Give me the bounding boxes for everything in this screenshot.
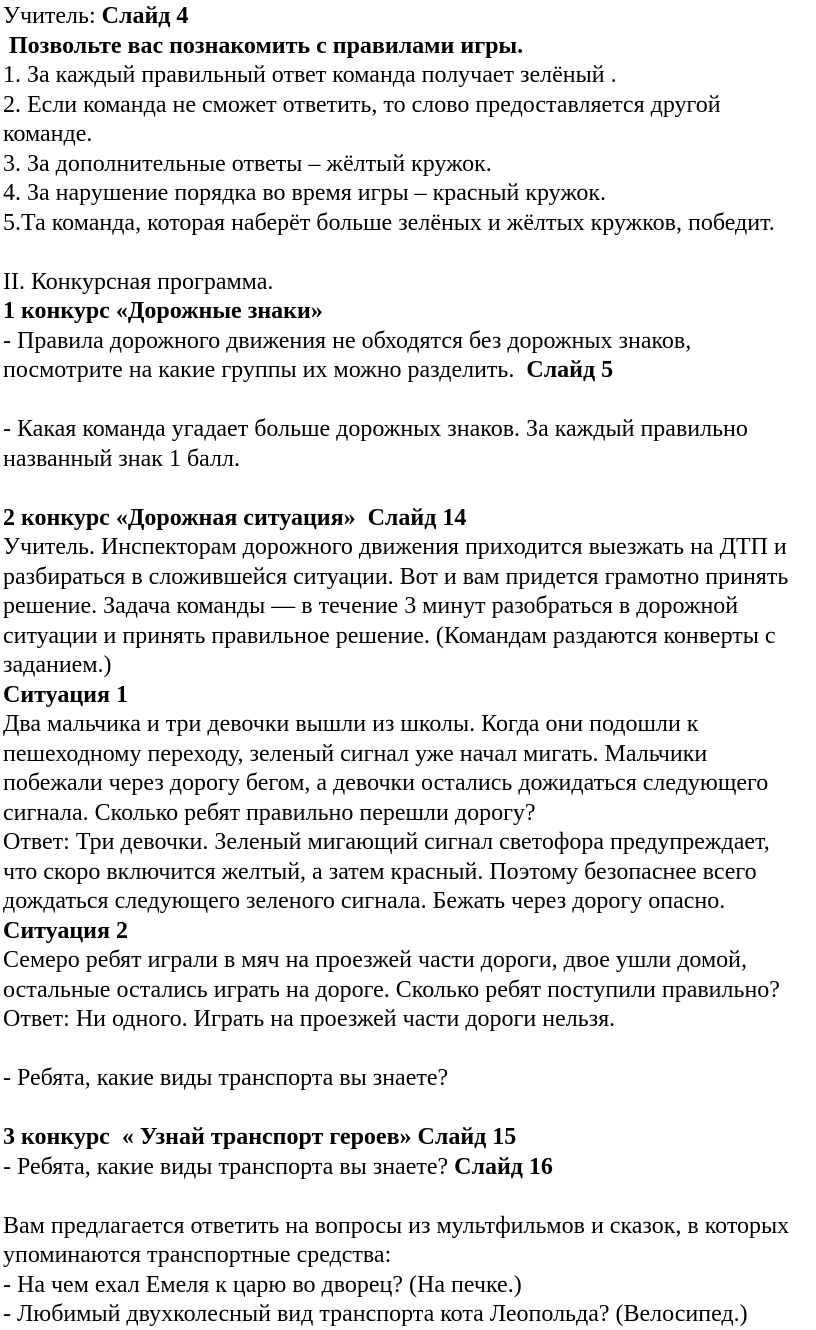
contest-1-text: посмотрите на какие группы их можно разделить. Слайд 5 bbox=[3, 357, 614, 383]
slide-4-label: Слайд 4 bbox=[101, 3, 189, 29]
rules-heading: Позвольте вас познакомить с правилами игры. bbox=[9, 32, 524, 59]
spacer bbox=[3, 238, 816, 268]
situation-2-answer: Ответ: Ни одного. Играть на проезжей части дороги нельзя. bbox=[3, 1006, 616, 1032]
situation-1-text: сигнала. Сколько ребят правильно перешли дорогу? bbox=[3, 799, 536, 826]
contest-3-question: - Любимый двухколесный вид транспорта кота Леопольда? (Велосипед.) bbox=[3, 1301, 748, 1327]
contest-2-text: Учитель. Инспекторам дорожного движения приходится выезжать на ДТП и bbox=[3, 534, 787, 560]
program-heading: II. Конкурсная программа. bbox=[3, 268, 274, 295]
situation-1-text: побежали через дорогу бегом, а девочки остались дожидаться следующего bbox=[3, 770, 769, 796]
contest-3-question: - На чем ехал Емеля к царю во дворец? (На печке.) bbox=[3, 1271, 522, 1298]
contest-2-text: решение. Задача команды — в течение 3 минут разобраться в дорожной bbox=[3, 593, 739, 619]
situation-1-text: Два мальчика и три девочки вышли из школы. Когда они подошли к bbox=[3, 711, 699, 737]
rule-4: 4. За нарушение порядка во время игры – красный кружок. bbox=[3, 180, 607, 206]
teacher-line bbox=[3, 2, 816, 32]
contest-3-title: 3 конкурс « Узнай транспорт героев» Слайд 15 bbox=[3, 1124, 517, 1150]
situation-1-answer: дождаться следующего зеленого сигнала. Бежать через дорогу опасно. bbox=[3, 888, 726, 914]
rule-5: 5.Та команда, которая наберёт больше зелёных и жёлтых кружков, победит. bbox=[3, 209, 775, 236]
situation-1-text: пешеходному переходу, зеленый сигнал уже начал мигать. Мальчики bbox=[3, 740, 708, 767]
spacer bbox=[3, 474, 816, 504]
contest-1-text: названный знак 1 балл. bbox=[3, 445, 240, 472]
rule-3: 3. За дополнительные ответы – жёлтый кружок. bbox=[3, 150, 492, 177]
contest-3-text: - Ребята, какие виды транспорта вы знаете? Слайд 16 bbox=[3, 1153, 553, 1180]
situation-1-answer: Ответ: Три девочки. Зеленый мигающий сигнал светофора предупреждает, bbox=[3, 829, 770, 855]
contest-2-title: 2 конкурс «Дорожная ситуация» Слайд 14 bbox=[3, 504, 467, 531]
contest-2-text: ситуации и принять правильное решение. (Командам раздаются конверты с bbox=[3, 622, 776, 649]
spacer bbox=[3, 386, 816, 416]
situation-1-answer: что скоро включится желтый, а затем красный. Поэтому безопаснее всего bbox=[3, 858, 757, 885]
contest-3-intro: упоминаются транспортные средства: bbox=[3, 1242, 392, 1268]
situation-1-title: Ситуация 1 bbox=[3, 681, 128, 708]
slide-16-label: Слайд 16 bbox=[454, 1153, 553, 1180]
rule-1: 1. За каждый правильный ответ команда получает зелёный . bbox=[3, 62, 617, 88]
contest-2-text: разбираться в сложившейся ситуации. Вот и вам придется грамотно принять bbox=[3, 563, 789, 590]
contest-2-text: заданием.) bbox=[3, 652, 112, 678]
contest-1-text: - Правила дорожного движения не обходятся без дорожных знаков, bbox=[3, 327, 692, 354]
situation-2-title: Ситуация 2 bbox=[3, 917, 128, 944]
spacer bbox=[3, 1182, 816, 1212]
rule-2: 2. Если команда не сможет ответить, то слово предоставляется другой bbox=[3, 91, 721, 118]
rule-2-continued: команде. bbox=[3, 121, 93, 147]
transport-question: - Ребята, какие виды транспорта вы знаете? bbox=[3, 1065, 449, 1091]
teacher-label: Учитель: bbox=[3, 3, 102, 29]
contest-1-text: - Какая команда угадает больше дорожных знаков. За каждый правильно bbox=[3, 416, 748, 442]
contest-1-title: 1 конкурс «Дорожные знаки» bbox=[3, 298, 323, 324]
spacer bbox=[3, 1094, 816, 1124]
slide-5-label: Слайд 5 bbox=[526, 357, 614, 383]
contest-3-intro: Вам предлагается ответить на вопросы из мультфильмов и сказок, в которых bbox=[3, 1212, 790, 1239]
situation-2-text: Семеро ребят играли в мяч на проезжей части дороги, двое ушли домой, bbox=[3, 947, 747, 973]
situation-2-text: остальные остались играть на дороге. Сколько ребят поступили правильно? bbox=[3, 976, 780, 1003]
spacer bbox=[3, 1035, 816, 1065]
